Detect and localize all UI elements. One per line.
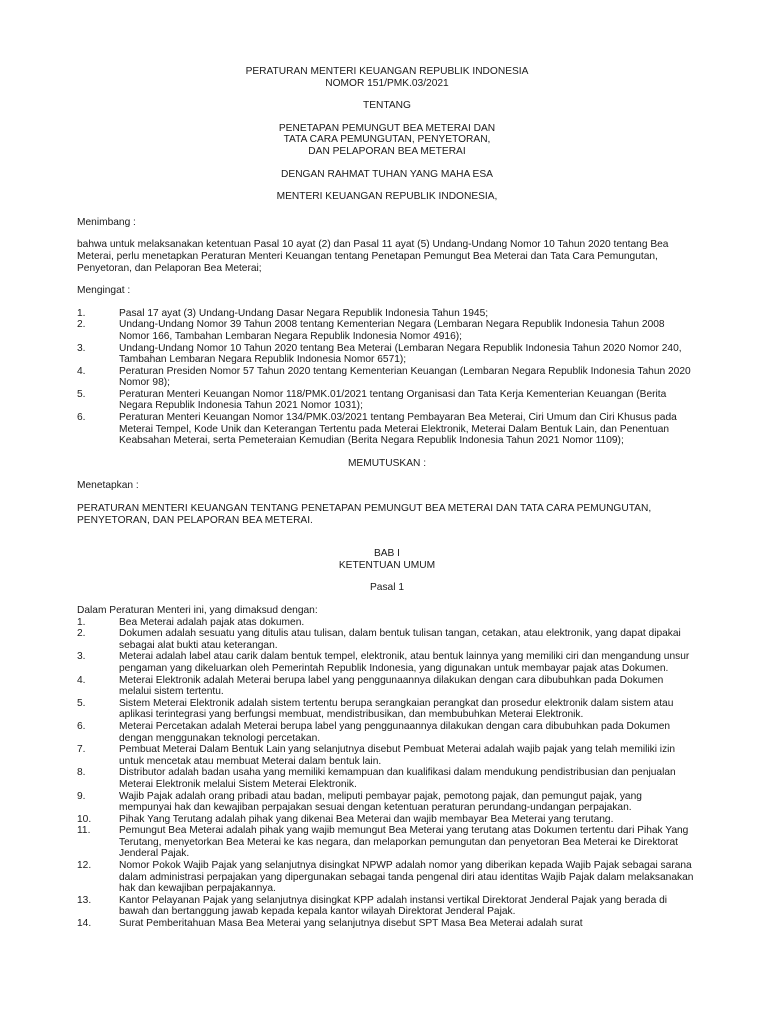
document-header: [77, 66, 697, 203]
list-item: 5. Peraturan Menteri Keuangan Nomor 118/PMK.01/2021 tentang Organisasi dan Tata Kerja Kementerian Keuangan (Berita Negara Republik Indonesia Tahun 2021 Nomor 1031);: [77, 388, 667, 412]
list-item: 3. Meterai adalah label atau carik dalam bentuk tempel, elektronik, atau bentuk lainnya yang memiliki ciri dan mengandung unsur pengaman yang dikeluarkan oleh Pemerintah Republik Indonesia, yang digunakan untuk membayar pajak atas Dokumen.: [77, 651, 690, 674]
rahmat-line: DENGAN RAHMAT TUHAN YANG MAHA ESA: [281, 168, 493, 180]
menimbang-text: bahwa untuk melaksanakan ketentuan Pasal 10 ayat (2) dan Pasal 11 ayat (5) Undang-Undang Nomor 10 Tahun 2020 tentang Bea Meterai, perlu menetapkan Peraturan Menteri Keuangan tentang Penetapan Pemungut Bea Meterai dan Tata Cara Pemungutan, Penyetoran, dan Pelaporan Bea Meterai;: [77, 239, 669, 274]
list-item: 9. Wajib Pajak adalah orang pribadi atau badan, meliputi pembayar pajak, pemotong pajak, dan pemungut pajak, yang mempunyai hak dan kewajiban perpajakan sesuai dengan ketentuan peraturan perundang-undangan perpajakan.: [77, 790, 642, 814]
subject-line-2: TATA CARA PEMUNGUTAN, PENYETORAN,: [283, 134, 491, 146]
list-item: 13. Kantor Pelayanan Pajak yang selanjutnya disingkat KPP adalah instansi vertikal Direktorat Jenderal Pajak yang berada di bawah dan bertanggung jawab kepada kepala kantor wilayah Direktorat Jenderal Pajak.: [77, 894, 668, 918]
list-item: 1. Bea Meterai adalah pajak atas dokumen.: [77, 616, 305, 628]
memutuskan-heading: MEMUTUSKAN :: [347, 457, 427, 469]
pasal-title: Pasal 1: [370, 582, 404, 594]
subject-line-3: DAN PELAPORAN BEA METERAI: [308, 145, 466, 157]
list-item: 14. Surat Pemberitahuan Masa Bea Meterai yang selanjutnya disebut SPT Masa Bea Meterai adalah surat: [77, 918, 583, 930]
tentang-heading: TENTANG: [363, 100, 411, 112]
list-item: 2. Dokumen adalah sesuatu yang ditulis atau tulisan, dalam bentuk tulisan tangan, cetakan, atau elektronik, yang dapat dipakai sebagai alat bukti atau keterangan.: [77, 628, 681, 651]
list-item: 6. Meterai Percetakan adalah Meterai berupa label yang penggunaannya dilakukan dengan cara dibubuhkan pada Dokumen dengan menggunakan teknologi percetakan.: [77, 720, 671, 744]
list-item: 4. Meterai Elektronik adalah Meterai berupa label yang penggunaannya dilakukan dengan cara dibubuhkan pada Dokumen melalui sistem tertentu.: [77, 674, 664, 698]
mengingat-list: [77, 308, 697, 447]
definitions-list: [77, 617, 697, 930]
list-item: 11. Pemungut Bea Meterai adalah pihak yang wajib memungut Bea Meterai yang terutang atas Dokumen tertentu dari Pihak Yang Terutang, menyetorkan Bea Meterai ke kas negara, dan melaporkan pemungutan dan penyetoran Bea Meterai ke Direktorat Jenderal Pajak.: [77, 825, 689, 860]
list-item: 1. Pasal 17 ayat (3) Undang-Undang Dasar Negara Republik Indonesia Tahun 1945;: [77, 307, 489, 319]
regulation-title: PERATURAN MENTERI KEUANGAN REPUBLIK INDONESIA: [245, 66, 529, 77]
menimbang-label: Menimbang :: [77, 216, 136, 228]
bab-subtitle: KETENTUAN UMUM: [338, 559, 436, 571]
pasal-intro: Dalam Peraturan Menteri ini, yang dimaksud dengan:: [77, 605, 318, 616]
list-item: 10. Pihak Yang Terutang adalah pihak yang dikenai Bea Meterai dan wajib membayar Bea Meterai yang terutang.: [77, 813, 614, 825]
list-item: 2. Undang-Undang Nomor 39 Tahun 2008 tentang Kementerian Negara (Lembaran Negara Republik Indonesia Tahun 2008 Nomor 166, Tambahan Lembaran Negara Republik Indonesia Nomor 4916);: [77, 319, 665, 342]
list-item: 5. Sistem Meterai Elektronik adalah sistem tertentu berupa serangkaian perangkat dan prosedur elektronik dalam sistem atau aplikasi terintegrasi yang berfungsi membuat, mendistribusikan, dan membubuhkan Meterai Elektronik.: [77, 697, 674, 721]
list-item: 8. Distributor adalah badan usaha yang memiliki kemampuan dan kualifikasi dalam mendukung pendistribusian dan penjualan Meterai Elektronik melalui Sistem Meterai Elektronik.: [77, 767, 676, 790]
menetapkan-label: Menetapkan :: [77, 480, 139, 492]
list-item: 6. Peraturan Menteri Keuangan Nomor 134/PMK.03/2021 tentang Pembayaran Bea Meterai, Ciri Umum dan Ciri Khusus pada Meterai Tempel, Kode Unik dan Keterangan Tertentu pada Meterai Elektronik, Meterai Dalam Bentuk Lain, dan Penentuan Keabsahan Meterai, serta Pemeteraian Kemudian (Berita Negara Republik Indonesia Tahun 2021 Nomor 1109);: [77, 412, 677, 447]
document-page: [77, 66, 697, 930]
bab-title: BAB I: [373, 548, 401, 560]
subject-line-1: PENETAPAN PEMUNGUT BEA METERAI DAN: [278, 122, 496, 134]
list-item: 7. Pembuat Meterai Dalam Bentuk Lain yang selanjutnya disebut Pembuat Meterai adalah wajib pajak yang telah memiliki izin untuk mencetak atau membuat Meterai dalam bentuk lain.: [77, 744, 676, 767]
menteri-line: MENTERI KEUANGAN REPUBLIK INDONESIA,: [276, 191, 498, 203]
list-item: 3. Undang-Undang Nomor 10 Tahun 2020 tentang Bea Meterai (Lembaran Negara Republik Indonesia Tahun 2020 Nomor 240, Tambahan Lembaran Negara Republik Indonesia Nomor 6571);: [77, 342, 682, 366]
list-item: 12. Nomor Pokok Wajib Pajak yang selanjutnya disingkat NPWP adalah nomor yang diberikan kepada Wajib Pajak sebagai sarana dalam administrasi perpajakan yang dipergunakan sebagai tanda pengenal diri atau identitas Wajib Pajak dalam melaksanakan hak dan kewajiban perpajakannya.: [77, 860, 694, 895]
list-item: 4. Peraturan Presiden Nomor 57 Tahun 2020 tentang Kementerian Keuangan (Lembaran Negara Republik Indonesia Tahun 2020 Nomor 98);: [77, 365, 691, 389]
regulation-number: NOMOR 151/PMK.03/2021: [325, 77, 449, 89]
menetapkan-text: PERATURAN MENTERI KEUANGAN TENTANG PENETAPAN PEMUNGUT BEA METERAI DAN TATA CARA PEMUNGUTAN, PENYETORAN, DAN PELAPORAN BEA METERAI.: [77, 503, 652, 526]
mengingat-label: Mengingat :: [77, 285, 131, 297]
